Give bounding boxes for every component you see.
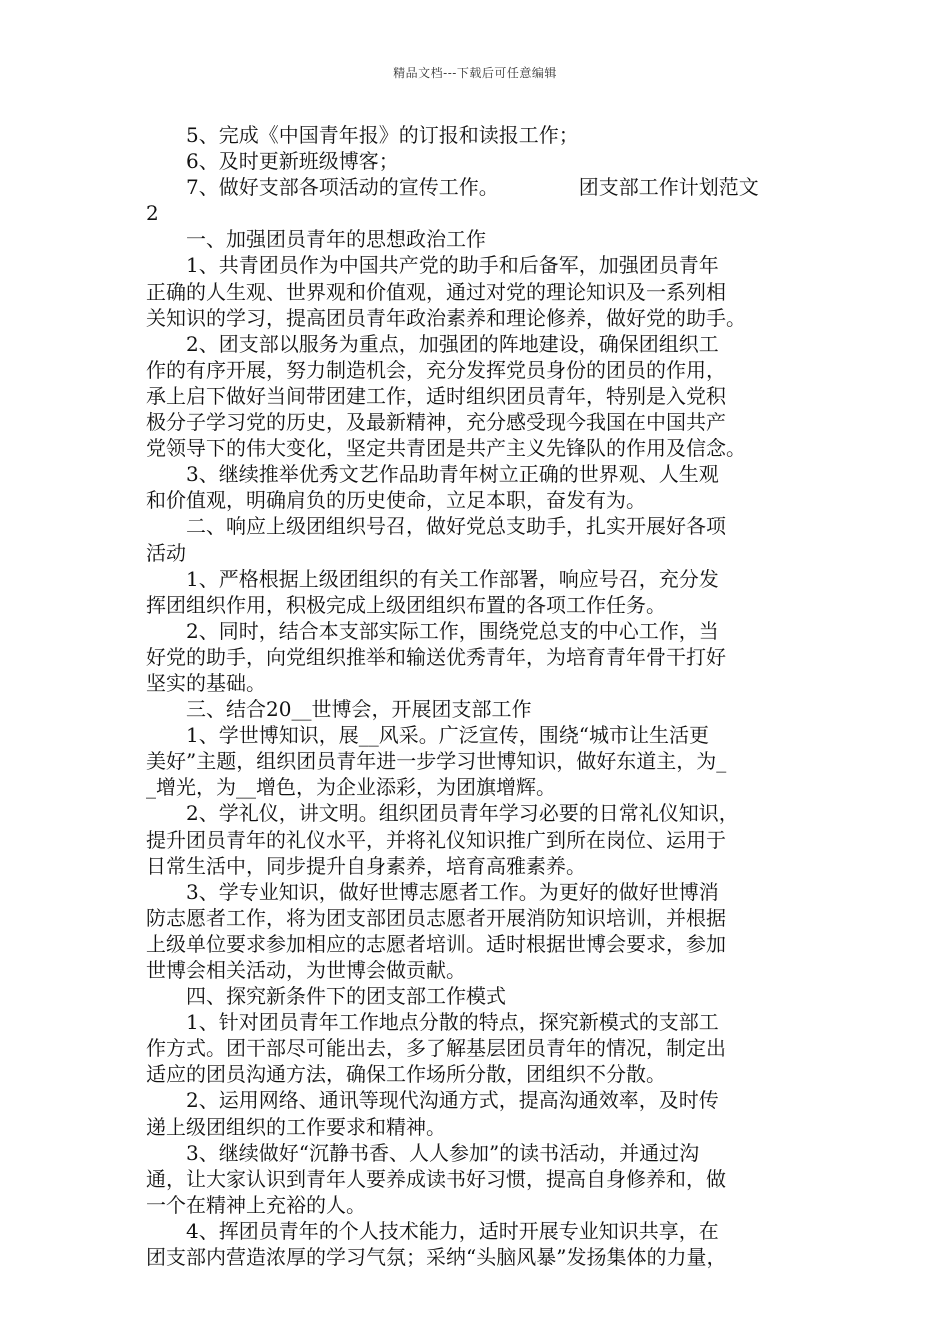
paragraph-line: 极分子学习党的历史，及最新精神，充分感受现今我国在中国共产 [146, 410, 726, 435]
paragraph-line: 一个在精神上充裕的人。 [146, 1192, 366, 1217]
paragraph-line: 提升团员青年的礼仪水平，并将礼仪知识推广到所在岗位、运用于 [146, 827, 726, 852]
paragraph-line: 2、运用网络、通讯等现代沟通方式，提高沟通效率，及时传 [146, 1088, 719, 1113]
paragraph-line: 2、学礼仪，讲文明。组织团员青年学习必要的日常礼仪知识， [146, 801, 739, 826]
paragraph-text: 7、做好支部各项活动的宣传工作。 [146, 175, 499, 200]
paragraph-line: 和价值观，明确肩负的历史使命，立足本职，奋发有为。 [146, 488, 646, 513]
section-heading: 二、响应上级团组织号召，做好党总支助手，扎实开展好各项 [146, 514, 726, 539]
paragraph-line: 关知识的学习，提高团员青年政治素养和理论修养，做好党的助手。 [146, 305, 746, 330]
paragraph-line: 好党的助手，向党组织推举和输送优秀青年，为培育青年骨干打好 [146, 644, 726, 669]
paragraph-line: 通，让大家认识到青年人要养成读书好习惯，提高自身修养和，做 [146, 1166, 726, 1191]
paragraph-line: 美好”主题，组织团员青年进一步学习世博知识，做好东道主，为_ [146, 749, 727, 774]
paragraph-line: 2、团支部以服务为重点，加强团的阵地建设，确保团组织工 [146, 331, 719, 356]
paragraph-line: 防志愿者工作，将为团支部团员志愿者开展消防知识培训，并根据 [146, 905, 726, 930]
section-heading: 一、加强团员青年的思想政治工作 [146, 227, 486, 252]
paragraph-line: 挥团组织作用，积极完成上级团组织布置的各项工作任务。 [146, 592, 666, 617]
paragraph-line: 2 [146, 201, 159, 226]
section-title: 团支部工作计划范文 [578, 175, 759, 200]
paragraph-line: 2、同时，结合本支部实际工作，围绕党总支的中心工作，当 [146, 618, 719, 643]
paragraph-line: 作的有序开展，努力制造机会，充分发挥党员身份的团员的作用， [146, 357, 726, 382]
section-heading: 三、结合20__世博会，开展团支部工作 [146, 697, 532, 722]
paragraph-line: 1、严格根据上级团组织的有关工作部署，响应号召，充分发 [146, 566, 719, 591]
paragraph-line: 3、继续推举优秀文艺作品助青年树立正确的世界观、人生观 [146, 462, 719, 487]
paragraph-line: 坚实的基础。 [146, 670, 266, 695]
paragraph-line: 日常生活中，同步提升自身素养，培育高雅素养。 [146, 853, 586, 878]
paragraph-line: 世博会相关活动，为世博会做贡献。 [146, 958, 466, 982]
paragraph-line: 4、挥团员青年的个人技术能力，适时开展专业知识共享，在 [146, 1218, 719, 1243]
section-heading: 四、探究新条件下的团支部工作模式 [146, 984, 506, 1009]
paragraph-line: 上级单位要求参加相应的志愿者培训。适时根据世博会要求，参加 [146, 931, 726, 956]
page-header: 精品文档---下载后可任意编辑 [393, 66, 557, 80]
paragraph-line: 正确的人生观、世界观和价值观，通过对党的理论知识及一系列相 [146, 279, 726, 304]
paragraph-line: 1、学世博知识，展__风采。广泛宣传，围绕“城市让生活更 [146, 723, 709, 748]
document-body [146, 122, 816, 1270]
paragraph-line: 6、及时更新班级博客； [146, 149, 399, 174]
paragraph-line: 5、完成《中国青年报》的订报和读报工作； [146, 123, 579, 147]
paragraph-line: 团支部内营造浓厚的学习气氛；采纳“头脑风暴”发扬集体的力量， [146, 1245, 727, 1270]
paragraph-line: 3、继续做好“沉静书香、人人参加”的读书活动，并通过沟 [146, 1140, 700, 1165]
paragraph-line: 适应的团员沟通方法，确保工作场所分散，团组织不分散。 [146, 1062, 666, 1087]
paragraph-line: 递上级团组织的工作要求和精神。 [146, 1114, 446, 1139]
section-heading: 活动 [146, 540, 186, 565]
paragraph-line: _增光，为__增色，为企业添彩，为团旗增辉。 [146, 775, 556, 800]
paragraph-line [146, 174, 816, 200]
paragraph-line: 承上启下做好当间带团建工作，适时组织团员青年，特别是入党积 [146, 383, 726, 408]
paragraph-line: 1、针对团员青年工作地点分散的特点，探究新模式的支部工 [146, 1010, 719, 1035]
paragraph-line: 党领导下的伟大变化，坚定共青团是共产主义先锋队的作用及信念。 [146, 436, 746, 461]
paragraph-line: 作方式。团干部尽可能出去，多了解基层团员青年的情况，制定出 [146, 1036, 726, 1061]
paragraph-line: 3、学专业知识，做好世博志愿者工作。为更好的做好世博消 [146, 879, 719, 904]
paragraph-line: 1、共青团员作为中国共产党的助手和后备军，加强团员青年 [146, 253, 719, 278]
